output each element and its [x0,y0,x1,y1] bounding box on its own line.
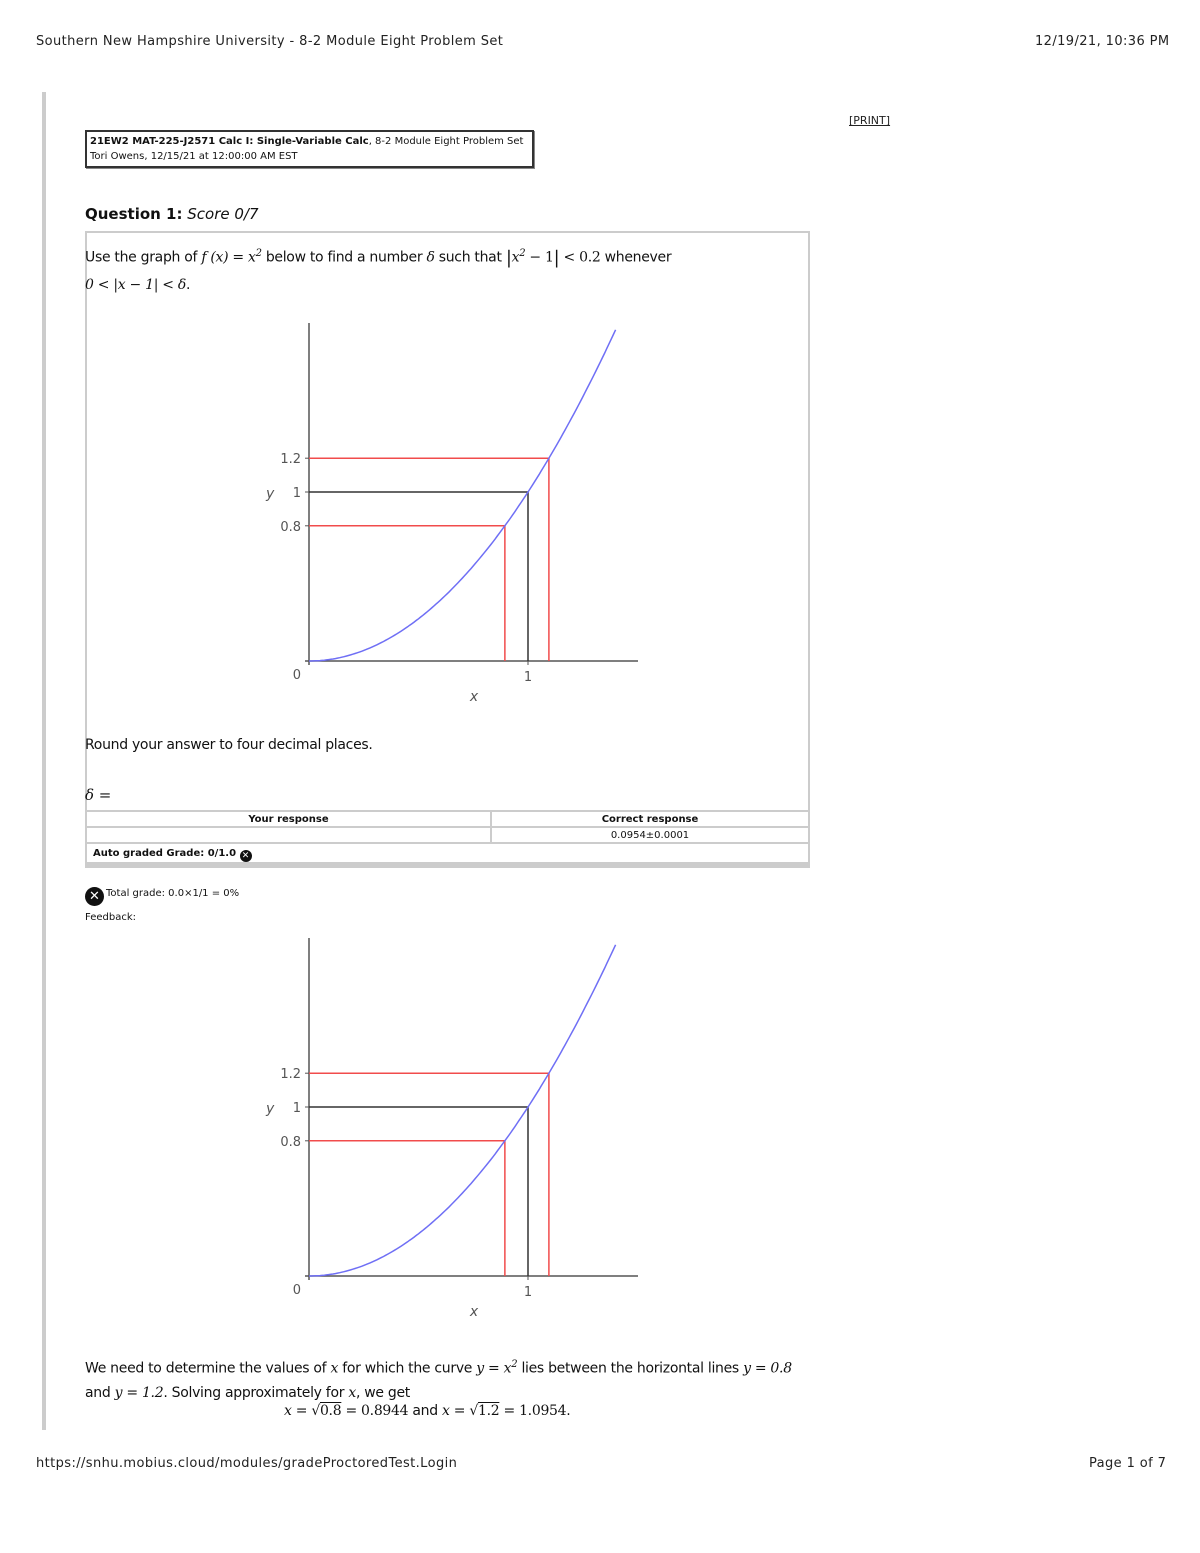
your-response-header: Your response [86,811,491,827]
feedback-label: Feedback: [85,912,136,923]
x-tick-label: 1 [523,1285,533,1300]
x-axis-label: x [469,1304,479,1320]
correct-response-header: Correct response [491,811,809,827]
student-line: Tori Owens, 12/15/21 at 12:00:00 AM EST [90,151,298,162]
y-tick-label: 1 [292,486,301,501]
footer-url: https://snhu.mobius.cloud/modules/gradeProctoredTest.Login [36,1456,458,1471]
y-axis-label: y [266,1101,275,1117]
upper-bound-line [309,1073,549,1276]
sol-y2: y = 1.2 [114,1384,164,1401]
condition-expr: 0 < |x − 1| < δ [85,276,186,293]
incorrect-icon: ✕ [240,850,252,862]
total-grade-text: Total grade: 0.0×1/1 = 0% [106,888,240,899]
sol-curve: y = x [476,1360,512,1377]
assignment-name: , 8-2 Module Eight Problem Set [368,136,524,147]
origin-label: 0 [292,1283,301,1298]
abs-rest: − 1 [525,249,554,266]
sol-curve-exp: 2 [511,1359,518,1370]
sol-text-6: , we get [355,1384,410,1401]
function-expr: f (x) = x [201,249,256,266]
solution-result [284,1403,570,1419]
y-tick-label: 1 [292,1101,301,1116]
left-margin-bar [42,92,46,1430]
question-label: Question 1: [85,205,183,223]
target-line [309,492,528,661]
sol-and: and [85,1384,111,1401]
separator [85,862,810,866]
lower-bound-line [309,1141,505,1276]
sol-text-3: lies between the horizontal lines [521,1360,739,1377]
correct-response-value: 0.0954±0.0001 [491,827,809,843]
question-text [85,241,805,298]
root2-value: = 1.0954 [499,1403,567,1419]
q-text-2: below to find a number [265,249,423,266]
function-graph [250,315,650,705]
y-tick-label: 1.2 [280,452,301,468]
assignment-info-box [85,130,534,168]
print-datetime: 12/19/21, 10:36 PM [1035,34,1170,49]
y-tick-label: 0.8 [280,1134,301,1150]
x-tick-label: 1 [523,670,533,685]
solution-text [85,1353,805,1405]
upper-bound-line [309,458,549,661]
q-text-4: whenever [604,249,672,266]
q-period: . [185,276,191,293]
question-title [85,205,259,223]
autograde-text: Auto graded Grade: 0/1.0 [93,848,237,859]
course-line [90,134,529,149]
y-axis-label: y [266,486,275,502]
q-text-1: Use the graph of [85,249,198,266]
target-line [309,1107,528,1276]
function-curve [309,945,616,1276]
document-title: Southern New Hampshire University - 8-2 Module Eight Problem Set [36,34,504,49]
sol-x-2: x [348,1384,356,1401]
feedback-graph [250,930,650,1320]
abs-exponent: 2 [519,248,526,259]
root-end: . [566,1403,571,1419]
autograde-line [93,848,252,862]
sol-y1: y = 0.8 [743,1360,792,1377]
response-table [85,810,810,844]
q-text-3: such that [438,249,502,266]
origin-label: 0 [292,668,301,683]
y-tick-label: 1.2 [280,1067,301,1083]
abs-inner: x [511,249,520,266]
root-and: and [412,1403,438,1419]
abs-bar-right: | [553,247,560,269]
root2-radicand: 1.2 [477,1403,500,1419]
question-score: Score 0/7 [187,205,259,223]
function-curve [309,330,616,661]
incorrect-large-icon: ✕ [85,887,104,906]
sol-text-1: We need to determine the values of [85,1360,327,1377]
function-exponent: 2 [255,248,262,259]
sol-text-5: . Solving approximately for [163,1384,345,1401]
x-axis-label: x [469,689,479,705]
print-link[interactable]: [PRINT] [849,114,891,127]
page-number: Page 1 of 7 [1089,1456,1167,1471]
rounding-instruction: Round your answer to four decimal places. [85,737,373,753]
abs-bar-left: | [505,247,512,269]
inequality: < 0.2 [563,249,601,266]
your-response-value [86,827,491,843]
sol-text-2: for which the curve [342,1360,473,1377]
delta-symbol: δ [426,249,435,266]
total-grade [85,887,239,906]
lower-bound-line [309,526,505,661]
sol-x: x [330,1360,339,1377]
root1-radicand: 0.8 [319,1403,342,1419]
y-tick-label: 0.8 [280,519,301,535]
root1-value: = 0.8944 [341,1403,409,1419]
delta-prompt: δ = [85,786,112,804]
root1-pre: x = √ [284,1403,320,1419]
root2-pre: x = √ [442,1403,478,1419]
course-name: 21EW2 MAT-225-J2571 Calc I: Single-Variable Calc [90,136,369,147]
